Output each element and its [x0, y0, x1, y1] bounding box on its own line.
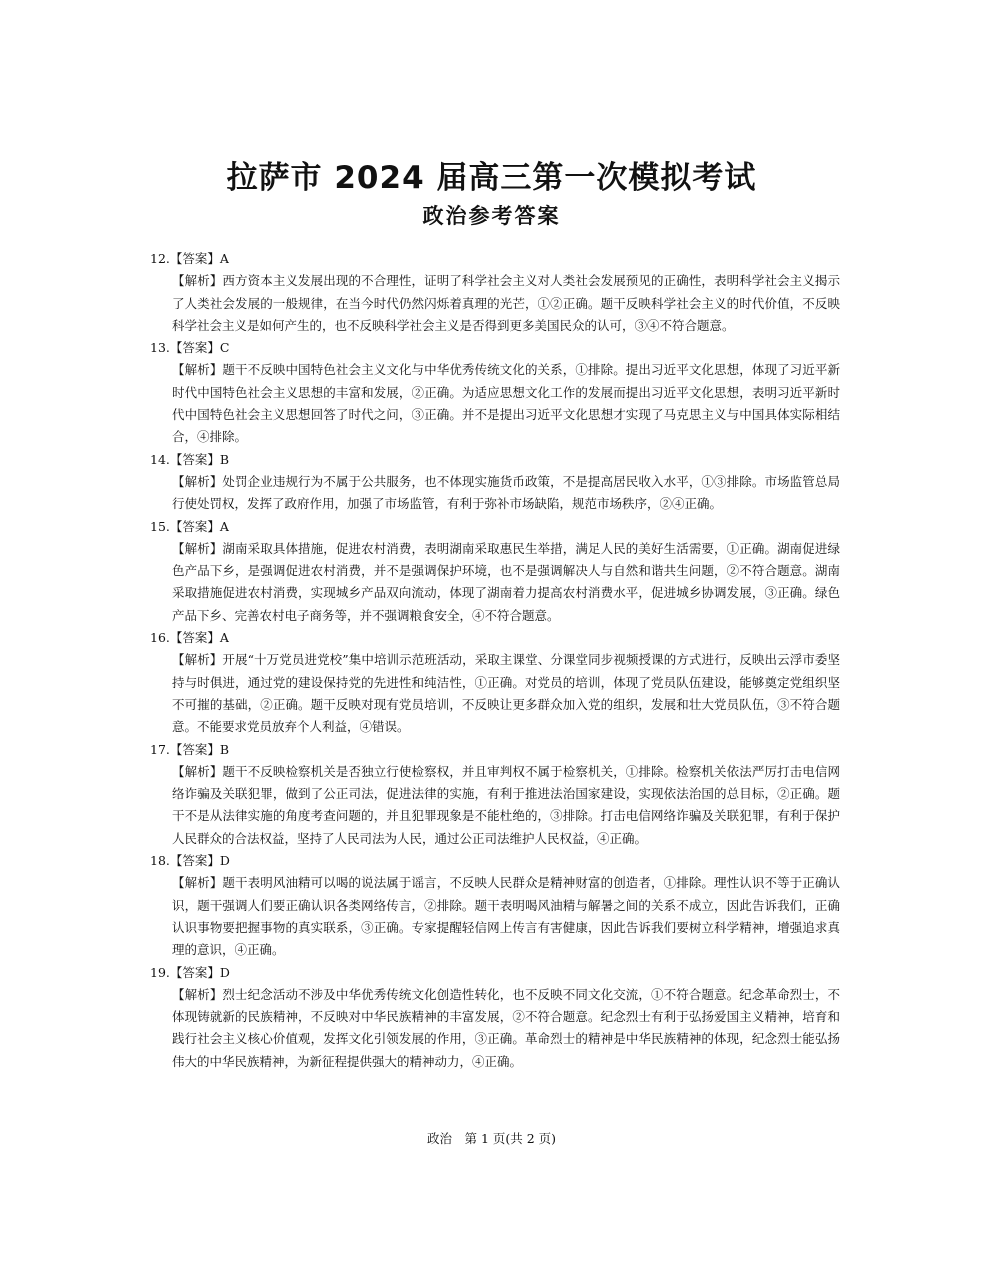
analysis-paragraph: 【解析】开展“十万党员进党校”集中培训示范班活动，采取主课堂、分课堂同步视频授课的方式进行，反映出云浮市委坚持与时俱进，通过党的建设保持党的先进性和纯洁性，①正确。对党员的培训，体现了党员队伍建设，能够奠定党组织坚不可摧的基础，②正确。题干反映对现有党员培训，不反映让更多群众加入党的组织，发展和壮大党员队伍，③不符合题意。不能要求党员放弃个人利益，④错误。	[172, 652, 840, 735]
question-14	[150, 449, 840, 516]
answer-line: 18.【答案】D	[150, 853, 230, 869]
question-18	[150, 850, 840, 961]
analysis-paragraph: 【解析】处罚企业违规行为不属于公共服务，也不体现实施货币政策，不是提高居民收入水平，①③排除。市场监管总局行使处罚权，发挥了政府作用，加强了市场监管，有利于弥补市场缺陷，规范市场秩序，②④正确。	[172, 473, 840, 512]
question-16	[150, 627, 840, 738]
answer-line: 15.【答案】A	[150, 518, 229, 534]
question-15	[150, 516, 840, 627]
answer-line: 12.【答案】A	[150, 251, 229, 266]
analysis-paragraph: 【解析】题干不反映检察机关是否独立行使检察权，并且审判权不属于检察机关，①排除。检察机关依法严厉打击电信网络诈骗及关联犯罪，做到了公正司法，促进法律的实施，有利于推进法治国家建设，实现依法治国的总目标，②正确。题干不是从法律实施的角度考查问题的，并且犯罪现象是不能杜绝的，③排除。打击电信网络诈骗及关联犯罪，有利于保护人民群众的合法权益，坚持了人民司法为人民，通过公正司法维护人民权益，④正确。	[172, 763, 840, 846]
analysis-paragraph: 【解析】题干不反映中国特色社会主义文化与中华优秀传统文化的关系，①排除。提出习近平文化思想，体现了习近平新时代中国特色社会主义思想的丰富和发展，②正确。为适应思想文化工作的发展而提出习近平文化思想，表明习近平新时代中国特色社会主义思想回答了时代之问，③正确。并不是提出习近平文化思想才实现了马克思主义与中国具体实际相结合，④排除。	[172, 362, 840, 445]
analysis-paragraph: 【解析】湖南采取具体措施，促进农村消费，表明湖南采取惠民生举措，满足人民的美好生活需要，①正确。湖南促进绿色产品下乡，是强调促进农村消费，并不是强调保护环境，也不是强调解决人与自然和谐共生问题，②不符合题意。湖南采取措施促进农村消费，实现城乡产品双向流动，体现了湖南着力提高农村消费水平，促进城乡协调发展，③正确。绿色产品下乡、完善农村电子商务等，并不强调粮食安全，④不符合题意。	[172, 540, 840, 623]
document-title: 拉萨市 2024 届高三第一次模拟考试	[226, 160, 757, 196]
analysis-paragraph: 【解析】西方资本主义发展出现的不合理性，证明了科学社会主义对人类社会发展预见的正确性，表明科学社会主义揭示了人类社会发展的一般规律，在当今时代仍然闪烁着真理的光芒，①②正确。题干反映科学社会主义的时代价值，不反映科学社会主义是如何产生的，也不反映科学社会主义是否得到更多美国民众的认可，③④不符合题意。	[172, 273, 840, 333]
page-footer: 政治 第 1 页(共 2 页)	[426, 1131, 557, 1146]
answer-line: 19.【答案】D	[150, 964, 230, 980]
answer-line: 17.【答案】B	[150, 741, 230, 757]
answer-line: 16.【答案】A	[150, 630, 229, 646]
question-19	[150, 962, 840, 1073]
answer-line: 14.【答案】B	[150, 451, 230, 467]
document-subtitle: 政治参考答案	[422, 204, 561, 228]
analysis-paragraph: 【解析】烈士纪念活动不涉及中华优秀传统文化创造性转化，也不反映不同文化交流，①不符合题意。纪念革命烈士，不体现铸就新的民族精神，不反映对中华民族精神的丰富发展，②不符合题意。纪念烈士有利于弘扬爱国主义精神，培育和践行社会主义核心价值观，发挥文化引领发展的作用，③正确。革命烈士的精神是中华民族精神的体现，纪念烈士能弘扬伟大的中华民族精神，为新征程提供强大的精神动力，④正确。	[172, 986, 840, 1069]
question-13	[150, 337, 840, 448]
question-17	[150, 739, 840, 850]
analysis-paragraph: 【解析】题干表明风油精可以喝的说法属于谣言，不反映人民群众是精神财富的创造者，①排除。理性认识不等于正确认识，题干强调人们要正确认识各类网络传言，②排除。题干表明喝风油精与解暑之间的关系不成立，因此告诉我们，正确认识事物要把握事物的真实联系，③正确。专家提醒轻信网上传言有害健康，因此告诉我们要树立科学精神，增强追求真理的意识，④正确。	[172, 875, 840, 958]
question-12	[150, 248, 840, 337]
answer-line: 13.【答案】C	[150, 340, 230, 356]
answer-list	[150, 248, 840, 1073]
